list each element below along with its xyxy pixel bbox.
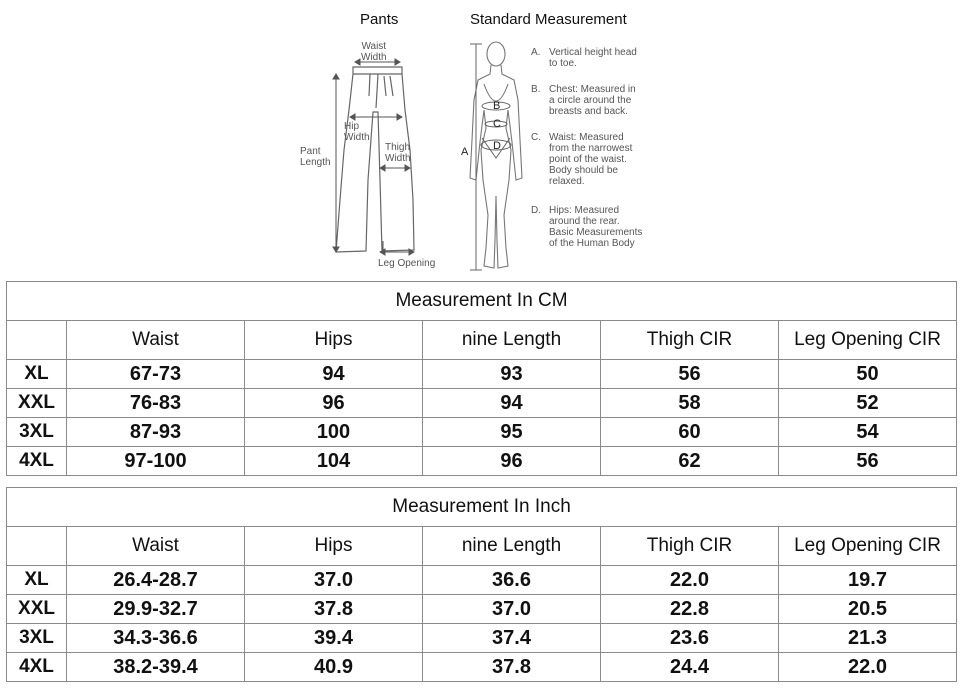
value-cell: 37.8 bbox=[423, 653, 601, 682]
value-cell: 37.8 bbox=[245, 595, 423, 624]
value-cell: 40.9 bbox=[245, 653, 423, 682]
header-cell: Thigh CIR bbox=[601, 527, 779, 566]
value-cell: 22.8 bbox=[601, 595, 779, 624]
note-a-key: A. bbox=[531, 47, 541, 58]
cm-size-table bbox=[6, 281, 957, 476]
header-cell: Waist bbox=[67, 527, 245, 566]
value-cell: 50 bbox=[779, 360, 957, 389]
value-cell: 58 bbox=[601, 389, 779, 418]
value-cell: 94 bbox=[245, 360, 423, 389]
value-cell: 36.6 bbox=[423, 566, 601, 595]
size-cell: XXL bbox=[7, 389, 67, 418]
value-cell: 29.9-32.7 bbox=[67, 595, 245, 624]
size-cell: XL bbox=[7, 566, 67, 595]
value-cell: 93 bbox=[423, 360, 601, 389]
header-cell bbox=[7, 321, 67, 360]
value-cell: 56 bbox=[779, 447, 957, 476]
size-cell: XXL bbox=[7, 595, 67, 624]
value-cell: 97-100 bbox=[67, 447, 245, 476]
value-cell: 60 bbox=[601, 418, 779, 447]
header-cell: nine Length bbox=[423, 527, 601, 566]
body-figure bbox=[470, 42, 522, 268]
note-b-key: B. bbox=[531, 84, 541, 95]
header-cell bbox=[7, 527, 67, 566]
pant-length-label: Pant Length bbox=[300, 146, 331, 168]
value-cell: 56 bbox=[601, 360, 779, 389]
table-row bbox=[7, 566, 957, 595]
value-cell: 34.3-36.6 bbox=[67, 624, 245, 653]
table-row bbox=[7, 447, 957, 476]
value-cell: 54 bbox=[779, 418, 957, 447]
body-letter-d: D bbox=[493, 140, 501, 152]
hip-width-label: Hip Width bbox=[344, 121, 370, 143]
table-row bbox=[7, 653, 957, 682]
size-cell: 3XL bbox=[7, 624, 67, 653]
header-cell: Leg Opening CIR bbox=[779, 527, 957, 566]
value-cell: 96 bbox=[423, 447, 601, 476]
value-cell: 37.0 bbox=[423, 595, 601, 624]
value-cell: 24.4 bbox=[601, 653, 779, 682]
value-cell: 23.6 bbox=[601, 624, 779, 653]
note-c-text: Waist: Measured from the narrowest point of the waist. Body should be relaxed. bbox=[549, 132, 633, 187]
table-row bbox=[7, 595, 957, 624]
value-cell: 20.5 bbox=[779, 595, 957, 624]
header-cell: Leg Opening CIR bbox=[779, 321, 957, 360]
header-cell: Hips bbox=[245, 527, 423, 566]
value-cell: 96 bbox=[245, 389, 423, 418]
table-header-row bbox=[7, 527, 957, 566]
value-cell: 62 bbox=[601, 447, 779, 476]
table-row bbox=[7, 624, 957, 653]
header-cell: Hips bbox=[245, 321, 423, 360]
table-row bbox=[7, 418, 957, 447]
value-cell: 26.4-28.7 bbox=[67, 566, 245, 595]
value-cell: 22.0 bbox=[601, 566, 779, 595]
leg-opening-label: Leg Opening bbox=[378, 258, 436, 269]
standard-measurement-title: Standard Measurement bbox=[470, 11, 627, 28]
header-cell: Thigh CIR bbox=[601, 321, 779, 360]
cm-table-title: Measurement In CM bbox=[7, 282, 957, 321]
header-cell: nine Length bbox=[423, 321, 601, 360]
value-cell: 19.7 bbox=[779, 566, 957, 595]
table-row bbox=[7, 360, 957, 389]
inch-size-table bbox=[6, 487, 957, 682]
table-header-row bbox=[7, 321, 957, 360]
size-cell: 3XL bbox=[7, 418, 67, 447]
pants-and-body-drawing bbox=[0, 0, 962, 276]
value-cell: 37.0 bbox=[245, 566, 423, 595]
note-a-text: Vertical height head to toe. bbox=[549, 47, 637, 69]
measurement-illustration bbox=[0, 0, 962, 276]
value-cell: 21.3 bbox=[779, 624, 957, 653]
value-cell: 87-93 bbox=[67, 418, 245, 447]
waist-width-label: Waist Width bbox=[361, 41, 387, 63]
value-cell: 52 bbox=[779, 389, 957, 418]
value-cell: 95 bbox=[423, 418, 601, 447]
note-d-key: D. bbox=[531, 205, 541, 216]
value-cell: 67-73 bbox=[67, 360, 245, 389]
body-letter-b: B bbox=[493, 100, 501, 112]
note-c-key: C. bbox=[531, 132, 541, 143]
size-cell: XL bbox=[7, 360, 67, 389]
body-letter-a: A bbox=[461, 146, 469, 158]
size-cell: 4XL bbox=[7, 447, 67, 476]
note-d-text: Hips: Measured around the rear. Basic Measurements of the Human Body bbox=[549, 205, 643, 249]
value-cell: 100 bbox=[245, 418, 423, 447]
value-cell: 39.4 bbox=[245, 624, 423, 653]
value-cell: 94 bbox=[423, 389, 601, 418]
value-cell: 37.4 bbox=[423, 624, 601, 653]
size-cell: 4XL bbox=[7, 653, 67, 682]
body-letter-c: C bbox=[493, 118, 501, 130]
inch-table-title: Measurement In Inch bbox=[7, 488, 957, 527]
value-cell: 104 bbox=[245, 447, 423, 476]
thigh-width-label: Thigh Width bbox=[385, 142, 411, 164]
header-cell: Waist bbox=[67, 321, 245, 360]
value-cell: 38.2-39.4 bbox=[67, 653, 245, 682]
value-cell: 76-83 bbox=[67, 389, 245, 418]
note-b-text: Chest: Measured in a circle around the breasts and back. bbox=[549, 84, 636, 117]
pants-title: Pants bbox=[360, 11, 399, 28]
value-cell: 22.0 bbox=[779, 653, 957, 682]
table-row bbox=[7, 389, 957, 418]
